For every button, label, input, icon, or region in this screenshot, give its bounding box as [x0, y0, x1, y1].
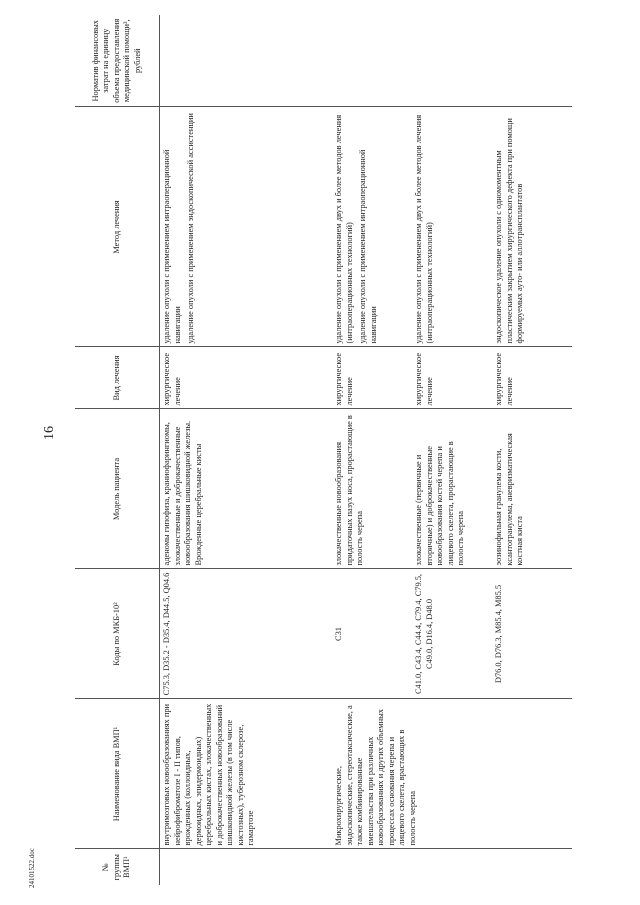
method-item: удаление опухоли с применением интраоперационной навигации	[358, 149, 378, 344]
header-group: № группы ВМП¹	[75, 849, 160, 885]
cell-codes: C75.3, D35.2 - D35.4, D44.5, Q04.6	[160, 569, 333, 699]
method-item: удаление опухоли с применением двух и более методов лечения (интраоперационных технологий)	[334, 114, 354, 344]
cell-name: внутримозговых новообразованиях при нейрофиброматозе I - II типов, врожденных (коллоидных, дермоидных, эпидермоидных) церебральных кистах, злокачественных и доброкачественных новообразований шишковидной железы (в том числе кистозных), туберозном склерозе, гамартозе	[160, 699, 333, 849]
cell-model: эозинофильная гранулема кости, ксантогранулема, аневризматическая костная киста	[492, 409, 572, 569]
header-model: Модель пациента	[75, 409, 160, 569]
cell-codes: C31	[332, 569, 412, 699]
cell-model: злокачественные (первичные и вторичные) и доброкачественные новообразования костей черепа и лицевого скелета, прорастающие в полость черепа	[412, 409, 492, 569]
rotated-table-container	[75, 15, 575, 885]
cell-model: злокачественные новообразования придаточных пазух носа, прорастающие в полость черепа	[332, 409, 412, 569]
cell-norm	[332, 15, 412, 107]
cell-codes: D76.0, D76.3, M85.4, M85.5	[492, 569, 572, 699]
cell-group	[160, 849, 333, 885]
cell-method	[160, 107, 333, 347]
cell-type: хирургическое лечение	[160, 347, 333, 409]
cell-name: Микрохирургические, эндоскопические, стереотаксические, а также комбинированные вмешательства при различных новообразованиях и других объемных процессах основания черепа и лицевого скелета, врастающих в полость черепа	[332, 699, 572, 849]
cell-group	[412, 849, 492, 885]
header-method: Метод лечения	[75, 107, 160, 347]
cell-type: хирургическое лечение	[412, 347, 492, 409]
table-row	[160, 15, 333, 885]
cell-codes: C41.0, C43.4, C44.4, C79.4, C79.5, C49.0, D16.4, D48.0	[412, 569, 492, 699]
page-number: 16	[42, 426, 57, 440]
cell-method	[412, 107, 492, 347]
header-codes: Коды по МКБ-10²	[75, 569, 160, 699]
method-item: эндоскопическое удаление опухоли с одномоментным пластическим закрытием хирургического дефекта при помощи формируемых ауто- или аллотрансплантатов	[494, 118, 524, 344]
cell-norm	[160, 15, 333, 107]
table-row	[332, 15, 412, 885]
cell-norm	[412, 15, 492, 107]
cell-method	[332, 107, 412, 347]
cell-group	[332, 849, 412, 885]
cell-method	[492, 107, 572, 347]
method-item: удаление опухоли с применением интраоперационной навигации	[162, 149, 182, 344]
cell-group	[492, 849, 572, 885]
cell-norm	[492, 15, 572, 107]
document-id: 24101522.doc	[28, 848, 36, 888]
header-name: Наименование вида ВМП¹	[75, 699, 160, 849]
treatment-table	[75, 15, 572, 885]
method-item: удаление опухоли с применением эндоскопической ассистенции	[186, 113, 195, 344]
cell-type: хирургическое лечение	[492, 347, 572, 409]
cell-model: аденомы гипофиза, краниофарингиомы, злокачественные и доброкачественные новообразования шишковидной железы. Врожденные церебральные кисты	[160, 409, 333, 569]
method-item: удаление опухоли с применением двух и более методов лечения (интраоперационных технологий)	[414, 114, 434, 344]
header-norm: Норматив финансовых затрат на единицу объема предоставления медицинской помощи³, рублей	[75, 15, 160, 107]
header-type: Вид лечения	[75, 347, 160, 409]
table-header-row	[75, 15, 160, 885]
cell-type: хирургическое лечение	[332, 347, 412, 409]
